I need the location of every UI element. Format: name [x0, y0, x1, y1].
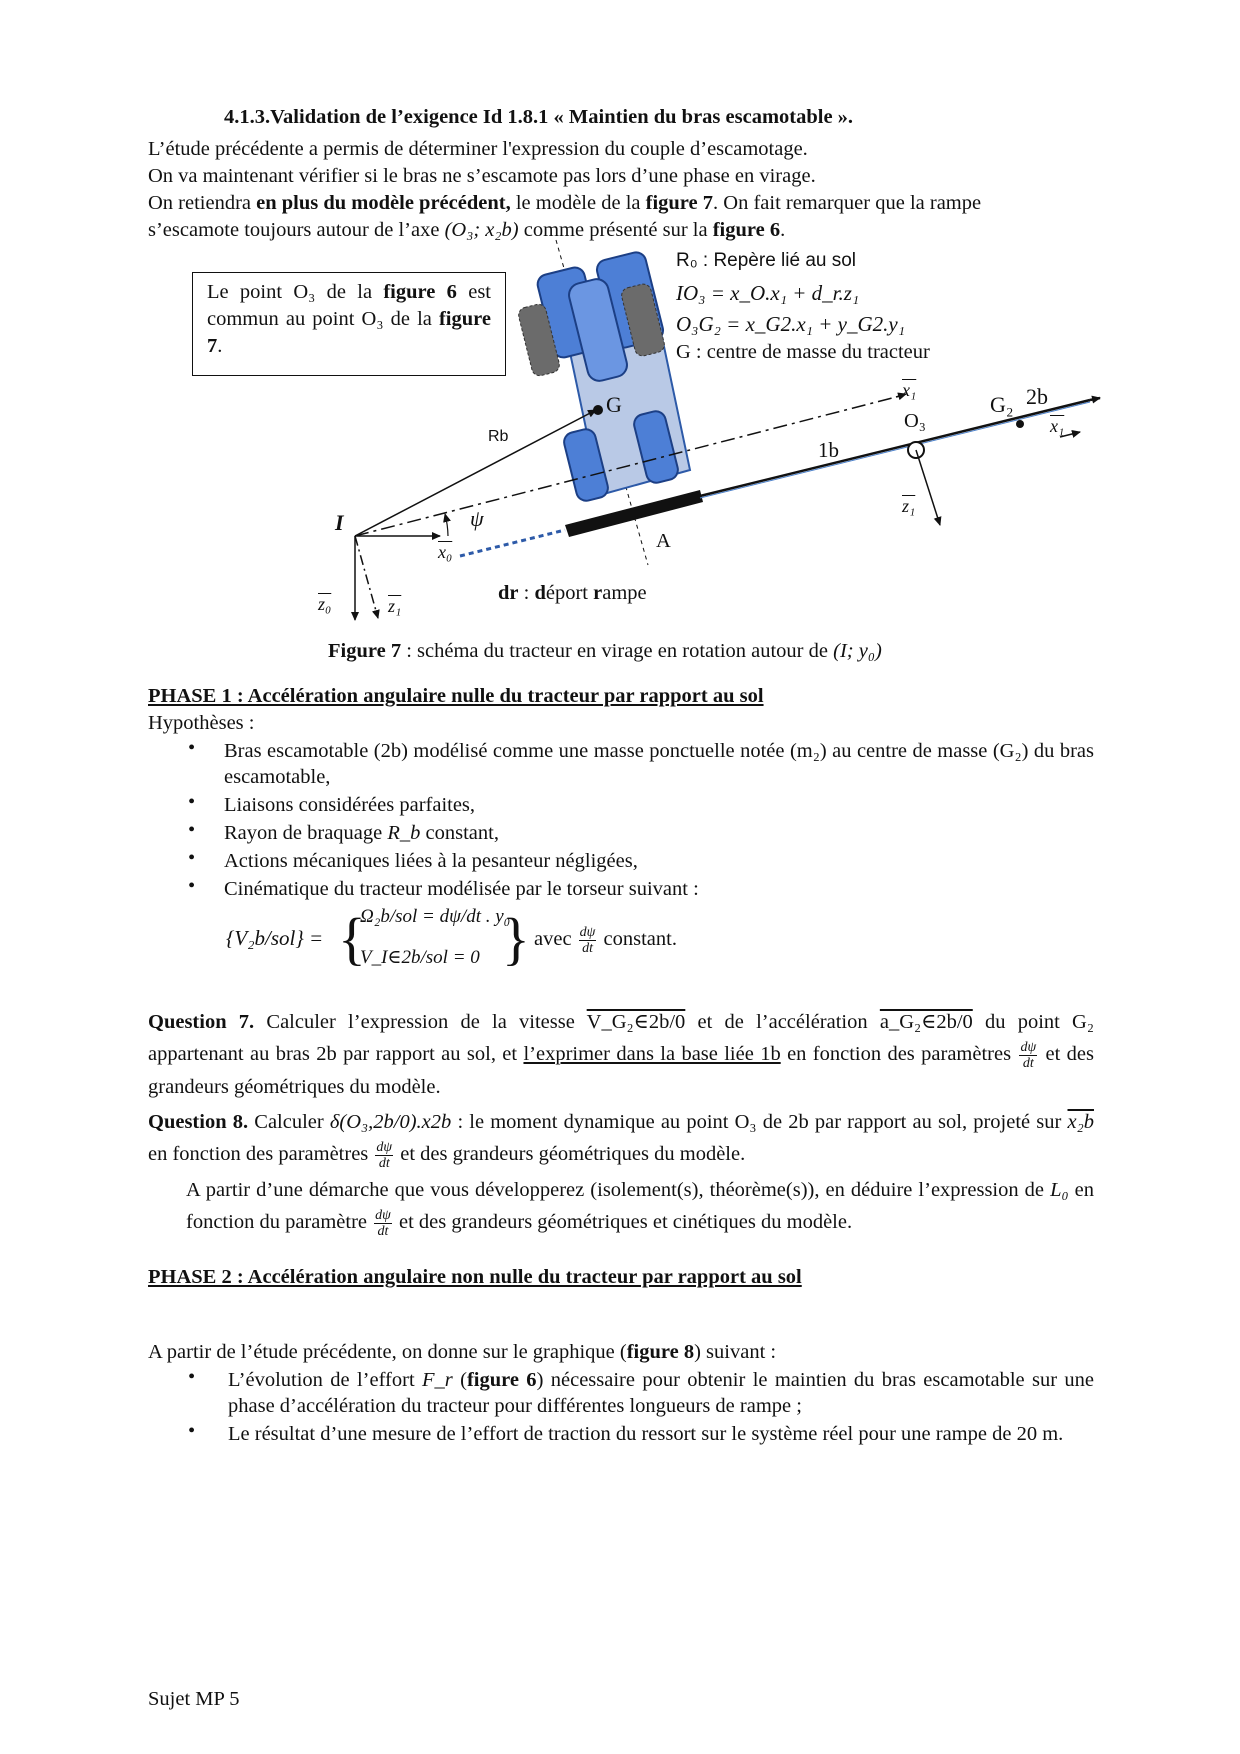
label-O3: O₃: [904, 410, 926, 432]
label-G: G: [606, 392, 622, 417]
axis-notation: (O₃; x₂b): [444, 219, 519, 241]
phase1-title: PHASE 1 : Accélération angulaire nulle du tracteur par rapport au sol: [148, 685, 764, 707]
label-A: A: [656, 530, 671, 552]
phase2-bullet-1: L’évolution de l’effort F_r (figure 6) nécessaire pour obtenir le maintien du bras escamotable sur une phase d’accélération du tracteur pour différentes longueurs de rampe ;: [228, 1369, 1094, 1417]
bullet-icon: •: [188, 737, 196, 759]
figure-7-diagram: [0, 0, 1240, 640]
phase2-title: PHASE 2 : Accélération angulaire non nulle du tracteur par rapport au sol: [148, 1266, 802, 1288]
intro-line-3: On retiendra en plus du modèle précédent, le modèle de la figure 7. On fait remarquer que la rampe: [148, 192, 982, 214]
bullet-icon: •: [188, 847, 196, 869]
phase2-intro: A partir de l’étude précédente, on donne sur le graphique (figure 8) suivant :: [148, 1341, 777, 1363]
label-z1-at-I: z₁: [388, 596, 402, 616]
g-description: G : centre de masse du tracteur: [676, 341, 930, 363]
page-footer: Sujet MP 5: [148, 1688, 240, 1710]
point-G2: [1016, 420, 1024, 428]
torsor-brace-left: {: [338, 906, 366, 971]
label-1b: 1b: [818, 438, 839, 462]
hypothesis-3: Rayon de braquage R_b constant,: [224, 822, 499, 844]
eq-o3g2: O₃G₂ = x_G2.x₁ + y_G2.y₁: [676, 312, 905, 336]
label-psi: ψ: [470, 506, 484, 531]
label-x0: x₀: [438, 542, 453, 562]
dr-legend: dr : déport rampe: [498, 582, 647, 604]
label-G2: G₂: [990, 392, 1014, 417]
label-2b: 2b: [1026, 384, 1048, 409]
bullet-icon: •: [188, 819, 196, 841]
label-z1-at-O3: z₁: [902, 496, 916, 516]
hypothesis-1: Bras escamotable (2b) modélisé comme une masse ponctuelle notée (m₂) au centre de masse (G₂) du bras escamotable,: [224, 740, 1094, 788]
hypothesis-2: Liaisons considérées parfaites,: [224, 794, 476, 816]
question-7: Question 7. Calculer l’expression de la vitesse V_G₂∈2b/0 et de l’accélération a_G₂∈2b/0 du point G₂ appartenant au bras 2b par rapport au sol, et l’exprimer dans la base liée 1b en fonction des paramètres $\frac{d\psi}{dt}$ et des grandeurs géométriques du modèle.: [148, 1011, 1094, 1098]
hypotheses-label: Hypothèses :: [148, 712, 255, 734]
question-8-part-2: A partir d’une démarche que vous développerez (isolement(s), théorème(s)), en déduire l’expression de L₀ en fonction du paramètre $\frac{d\psi}{dt}$ et des grandeurs géométriques et cinétiques du modèle.: [186, 1179, 1094, 1239]
torsor-condition: avec $\frac{d\psi}{dt}$ constant.: [534, 925, 677, 956]
section-title: 4.1.3.Validation de l’exigence Id 1.8.1 « Maintien du bras escamotable ».: [224, 106, 854, 128]
hypothesis-4: Actions mécaniques liées à la pesanteur négligées,: [224, 850, 638, 872]
torsor-rotation: Ω₂b/sol = dψ/dt . y₀: [360, 906, 511, 927]
question-8: Question 8. Calculer δ(O₃,2b/0).x2b : le moment dynamique au point O₃ de 2b par rapport au sol, projeté sur x₂b en fonction des paramètres $\frac{d\psi}{dt}$ et des grandeurs géométriques du modèle.: [148, 1111, 1094, 1171]
intro-line-1: L’étude précédente a permis de déterminer l'expression du couple d’escamotage.: [148, 138, 808, 160]
label-I: I: [335, 510, 344, 535]
label-x1-ramp: x₁: [1050, 416, 1065, 436]
intro-line-2: On va maintenant vérifier si le bras ne s’escamote pas lors d’une phase en virage.: [148, 165, 816, 187]
point-G: [593, 405, 603, 415]
bullet-icon: •: [188, 1366, 196, 1388]
label-x1-on-line: x₁: [902, 380, 917, 400]
bullet-icon: •: [188, 875, 196, 897]
intro-line-4: s’escamote toujours autour de l’axe (O₃; x₂b) comme présenté sur la figure 6.: [148, 219, 786, 241]
hypothesis-5: Cinématique du tracteur modélisée par le torseur suivant :: [224, 878, 699, 900]
bullet-icon: •: [188, 1420, 196, 1442]
bullet-icon: •: [188, 791, 196, 813]
tractor-icon: [517, 250, 690, 503]
eq-io3: IO₃ = x_O.x₁ + d_r.z₁: [676, 281, 860, 305]
r0-label: R₀ : Repère lié au sol: [676, 250, 857, 271]
torsor-velocity: V_I∈2b/sol = 0: [360, 947, 480, 968]
note-box: Le point O₃ de la figure 6 est commun au point O₃ de la figure 7.: [192, 272, 506, 376]
torsor-lhs: {V₂b/sol} =: [226, 926, 324, 950]
torsor-brace-right: }: [502, 906, 530, 971]
figure-7-caption: Figure 7 : schéma du tracteur en virage en rotation autour de (I; y₀): [328, 640, 882, 662]
label-Rb: Rb: [488, 428, 509, 445]
label-z0: z₀: [318, 594, 332, 614]
phase2-bullet-2: Le résultat d’une mesure de l’effort de traction du ressort sur le système réel pour une rampe de 20 m.: [228, 1423, 1064, 1445]
